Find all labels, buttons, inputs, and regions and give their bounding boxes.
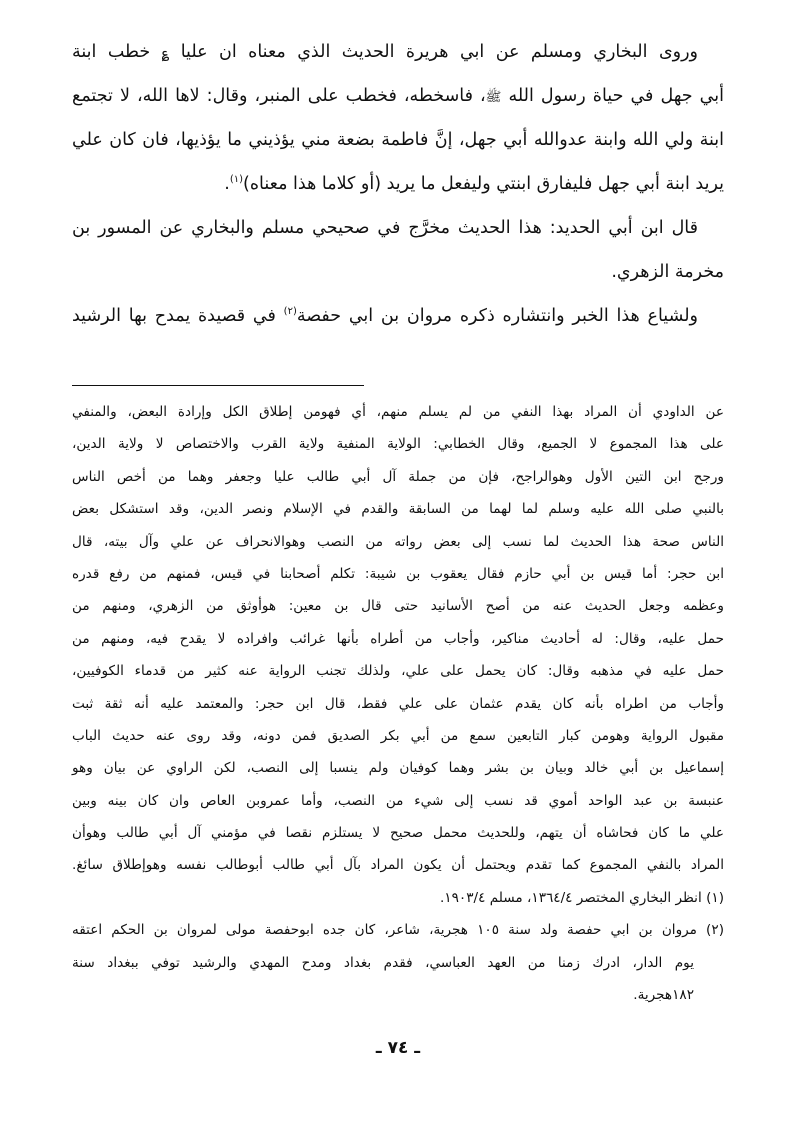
text-segment: ، فاسخطه، فخطب على المنبر، وقال: لاها الله، لا تجتمع — [72, 86, 486, 106]
honorific-mark: ﷺ — [485, 90, 502, 105]
honorific-mark: ؏ — [161, 46, 170, 61]
text-segment: ابنة ولي الله وابنة عدوالله أبي جهل، إنَّ فاطمة بضعة مني يؤذيني ما يؤذيها، فان كان علي — [72, 130, 724, 150]
footnote-line: ورجح ابن التين الأول وهوالراجح، فإن من جملة آل أبي طالب عليا وجعفر وهما من أخص الناس — [72, 468, 724, 485]
footnote-line: مقبول الرواية وهومن كبار التابعين سمع من أبي بكر الصديق فمن دونه، وقد روى عنه حديث الباب — [72, 727, 724, 744]
text-line — [72, 162, 724, 206]
text-segment: خطب ابنة — [72, 42, 162, 62]
footnote-line: وعظمه وجعل الحديث عنه من أصح الأسانيد حتى قال بن معين: هوأوثق من الزهري، ومنهم من — [72, 598, 724, 615]
footnote-line: عن الداودي أن المراد بهذا النفي من لم يسلم منهم، أي فهومن إطلاق الكل وإرادة البعض، والمنفي — [72, 404, 724, 420]
footnote-line: إسماعيل بن أبي خالد وبيان بن بشر وهما كوفيان ولم ينسبا إلى النصب، لكن الراوي عن بيان وهو — [72, 760, 724, 777]
text-segment: ولشياع هذا الخبر وانتشاره ذكره مروان بن ابي حفصة — [296, 306, 698, 326]
footnote-separator — [72, 385, 364, 386]
footnote-ref-1[interactable]: (١) — [229, 174, 244, 186]
text-line: قال ابن أبي الحديد: هذا الحديث مخرَّج في صحيحي مسلم والبخاري عن المسور بن — [72, 218, 698, 238]
text-segment: وروى البخاري ومسلم عن ابي هريرة الحديث الذي معناه ان عليا — [169, 42, 698, 62]
footnote-line: وأجاب من اطراه بأنه كان يقدم عثمان على علي فقط، قال ابن حجر: والمعتمد عليه أنه ثقة ثبت — [72, 695, 724, 712]
text-line — [72, 30, 724, 74]
page-number: ـ ٧٤ ـ — [375, 1038, 421, 1058]
main-text — [72, 30, 724, 338]
text-segment: . — [224, 174, 230, 194]
footnote-2: (٢) مروان بن ابي حفصة ولد سنة ١٠٥ هجرية، شاعر، كان جده ابوحفصة مولى لمروان بن الحكم اعتقه — [72, 922, 724, 939]
text-line — [72, 74, 724, 118]
footnote-line: ابن حجر: أما قيس بن أبي حازم فقال يعقوب بن شيبة: تكلم أصحابنا في قيس، فمنهم من رفع قدره — [72, 565, 724, 582]
footnote-line: على هذا المجموع لا الجميع، وقال الخطابي: الولاية المنفية ولاية القرب والاختصاص لا ولاية الدين، — [72, 436, 724, 453]
text-line: مخرمة الزهري. — [611, 262, 724, 282]
footnote-line: الناس صحة هذا الحديث لما نسب إلى بعض رواته من النصب وهوالانحراف عن علي وآل بيته، قال — [72, 533, 724, 550]
text-line — [72, 118, 724, 162]
text-line — [72, 294, 724, 338]
footnote-line: يوم الدار، ادرك زمنا من العهد العباسي، فقدم بغداد ومدح المهدي والرشيد توفي ببغداد سنة — [72, 954, 694, 971]
text-segment: أبي جهل في حياة رسول الله — [501, 86, 725, 106]
footnote-line: ١٨٢هجرية. — [633, 987, 694, 1004]
footnote-line: حمل عليه في مذهبه وقال: كان يحمل على علي، ولذلك تجنب الرواية عنه كثير من قدماء الكوفيين، — [72, 663, 724, 680]
footnotes — [72, 396, 724, 1011]
footnote-line: بالنبي صلى الله عليه وسلم لما لهما من السابقة والقدم في الإسلام ونصر الدين، وقد استشكل بعض — [72, 501, 724, 518]
footnote-line: عنبسة بن عبد الواحد أموي قد نسب إلى شيء من النصب، وأما عمروبن العاص وان كان بينه وبين — [72, 792, 724, 809]
text-segment: يريد ابنة أبي جهل فليفارق ابنتي وليفعل ما يريد (أو كلاما هذا معناه) — [243, 174, 724, 194]
footnote-line: علي ما كان فحاشاه أن يتهم، وللحديث محمل صحيح لا يستلزم نقصا في مؤمني آل أبي طالب وهوأن — [72, 825, 724, 842]
footnote-1: (١) انظر البخاري المختصر ١٣٦٤/٤، مسلم ١٩٠٣/٤. — [439, 889, 724, 906]
footnote-line: المراد بالنفي المجموع كما تقدم ويحتمل أن يكون المراد بآل أبي طالب أبوطالب نفسه وهوإطلاق سائغ. — [72, 857, 724, 874]
text-segment: في قصيدة يمدح بها الرشيد — [72, 306, 284, 326]
footnote-ref-2[interactable]: (٢) — [283, 306, 297, 318]
footnote-line: حمل عليه، وقال: له أحاديث مناكير، وأجاب من أطراه بأنها غرائب وافراده لا يقدح فيه، ومنهم من — [72, 630, 724, 647]
